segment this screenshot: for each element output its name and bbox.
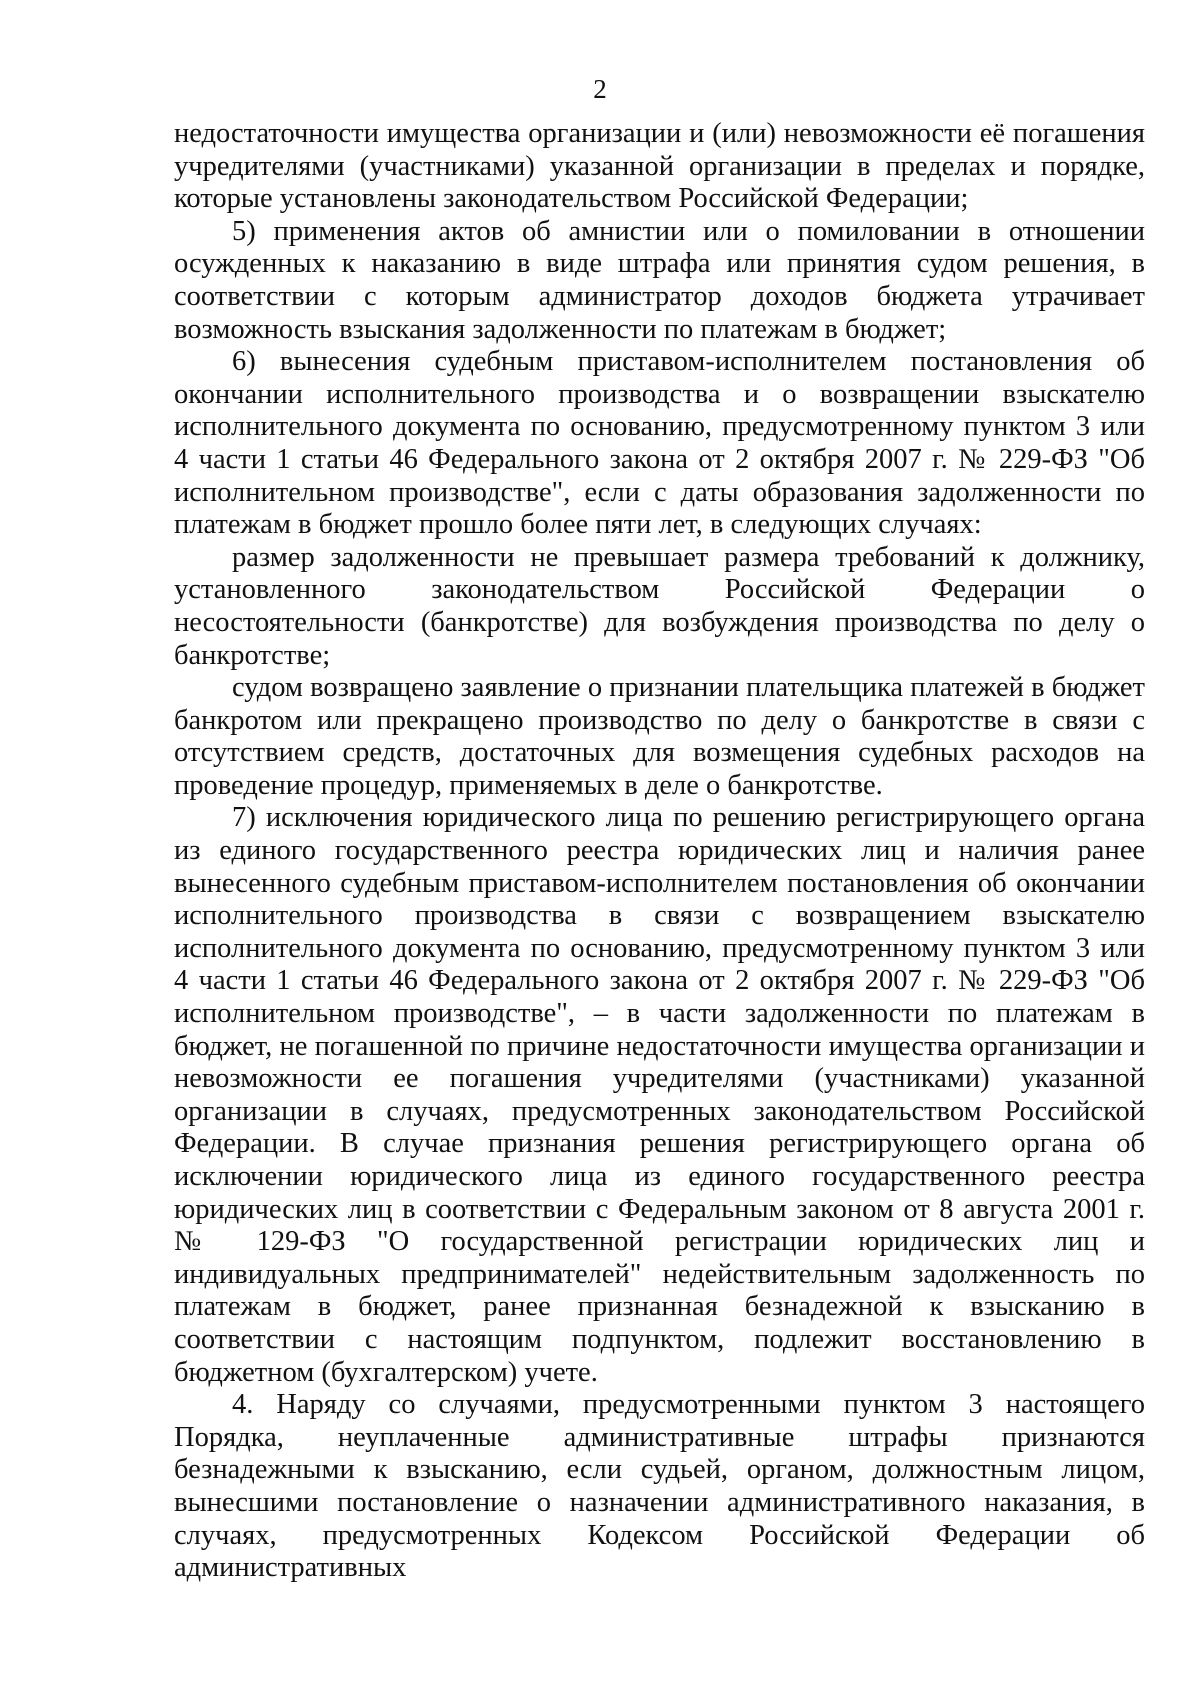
- page-number: 2: [593, 74, 607, 104]
- paragraph-item-6-case-1: размер задолженности не превышает размера требований к должнику, установленного законодательством Российской Федерации о несостоятельности (банкротстве) для возбуждения производства по делу о банкротстве;: [174, 541, 1145, 671]
- paragraph-section-4: 4. Наряду со случаями, предусмотренными пунктом 3 настоящего Порядка, неуплаченные административные штрафы признаются безнадежными к взысканию, если судьей, органом, должностным лицом, вынесшими постановление о назначении административного наказания, в случаях, предусмотренных Кодексом Российской Федерации об административных: [174, 1389, 1145, 1584]
- document-body: [174, 118, 1145, 1585]
- paragraph-item-6: 6) вынесения судебным приставом-исполнителем постановления об окончании исполнительного производства и о возвращении взыскателю исполнительного документа по основанию, предусмотренному пунктом 3 или 4 части 1 статьи 46 Федерального закона от 2 октября 2007 г. № 229-ФЗ "Об исполнительном производстве", если с даты образования задолженности по платежам в бюджет прошло более пяти лет, в следующих случаях:: [174, 346, 1145, 541]
- paragraph-continuation: недостаточности имущества организации и (или) невозможности её погашения учредителями (участниками) указанной организации в пределах и порядке, которые установлены законодательством Российской Федерации;: [174, 118, 1145, 215]
- paragraph-item-6-case-2: судом возвращено заявление о признании плательщика платежей в бюджет банкротом или прекращено производство по делу о банкротстве в связи с отсутствием средств, достаточных для возмещения судебных расходов на проведение процедур, применяемых в деле о банкротстве.: [174, 672, 1145, 801]
- paragraph-item-5: 5) применения актов об амнистии или о помиловании в отношении осужденных к наказанию в виде штрафа или принятия судом решения, в соответствии с которым администратор доходов бюджета утрачивает возможность взыскания задолженности по платежам в бюджет;: [174, 215, 1145, 345]
- paragraph-item-7: 7) исключения юридического лица по решению регистрирующего органа из единого государственного реестра юридических лиц и наличия ранее вынесенного судебным приставом-исполнителем постановления об окончании исполнительного производства в связи с возвращением взыскателю исполнительного документа по основанию, предусмотренному пунктом 3 или 4 части 1 статьи 46 Федерального закона от 2 октября 2007 г. № 229-ФЗ "Об исполнительном производстве", – в части задолженности по платежам в бюджет, не погашенной по причине недостаточности имущества организации и невозможности ее погашения учредителями (участниками) указанной организации в случаях, предусмотренных законодательством Российской Федерации. В случае признания решения регистрирующего органа об исключении юридического лица из единого государственного реестра юридических лиц в соответствии с Федеральным законом от 8 августа 2001 г. № 129-ФЗ "О государственной регистрации юридических лиц и индивидуальных предпринимателей" недействительным задолженность по платежам в бюджет, ранее признанная безнадежной к взысканию в соответствии с настоящим подпунктом, подлежит восстановлению в бюджетном (бухгалтерском) учете.: [174, 802, 1145, 1388]
